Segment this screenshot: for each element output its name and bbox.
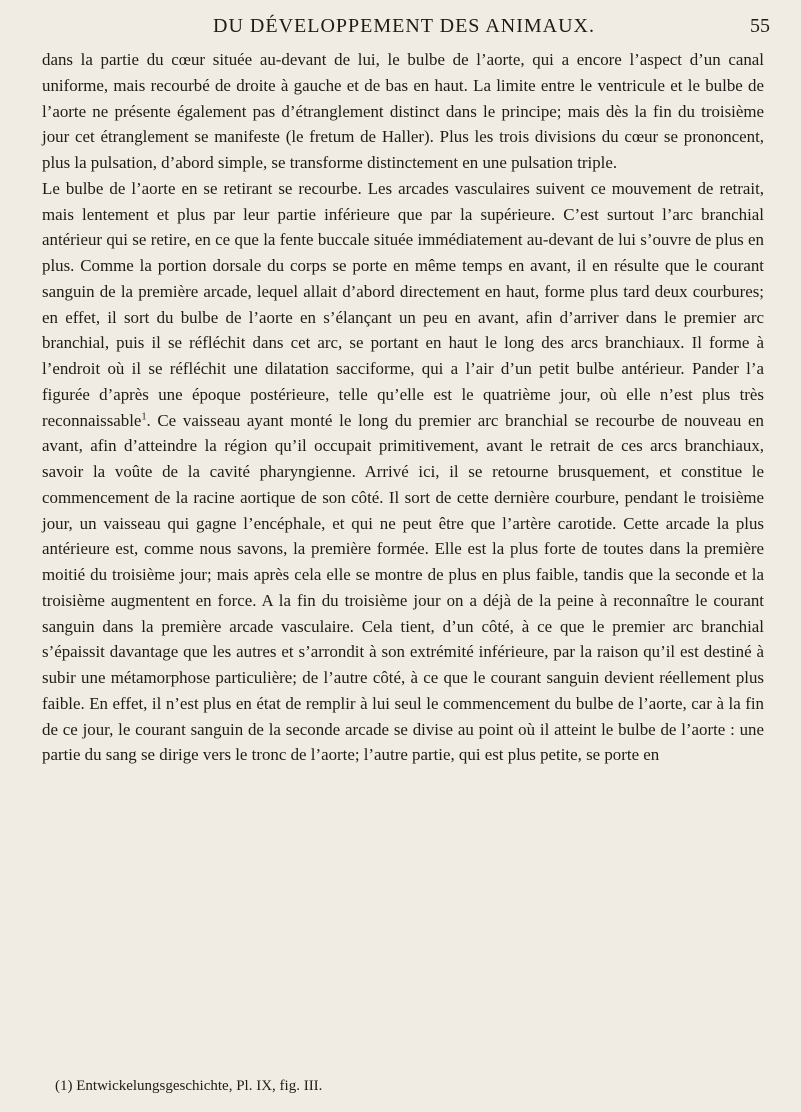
paragraph-2 — [42, 176, 764, 768]
page-header — [42, 8, 770, 44]
footnote: (1) Entwickelungsgeschichte, Pl. IX, fig. III. — [55, 1078, 323, 1094]
footnote-reference[interactable]: 1 — [141, 410, 147, 422]
paragraph-2-part-2: . Ce vaisseau ayant monté le long du premier arc branchial se recourbe de nouveau en avant, afin d’atteindre la région qu’il occupait primitivement, avant le retrait de ces arcs branchiaux, savoir la voûte de la cavité pharyngienne. Arrivé ici, il se retourne brusquement, et constitue le commencement de la racine aortique de son côté. Il sort de cette dernière courbure, pendant le troisième jour, un vaisseau qui gagne l’encéphale, et qui ne peut être que l’artère carotide. Cette arcade la plus antérieure est, comme nous savons, la première formée. Elle est la plus forte de toutes dans la première moitié du troisième jour; mais après cela elle se montre de plus en plus faible, tandis que la seconde et la troisième augmentent en force. A la fin du troisième jour on a déjà de la peine à reconnaître le courant sanguin dans la première arcade vasculaire. Cela tient, d’un côté, à ce que le premier arc branchial s’épaissit davantage que les autres et s’arrondit à son extrémité inférieure, par la raison qu’il est destiné à subir une métamorphose particulière; de l’autre côté, à ce que le courant sanguin devient réellement plus faible. En effet, il n’est plus en état de remplir à lui seul le commencement du bulbe de l’aorte, car à la fin de ce jour, le courant sanguin de la seconde arcade se divise au point où il atteint le bulbe de l’aorte : une partie du sang se dirige vers le tronc de l’aorte; l’autre partie, qui est plus petite, se porte en — [42, 410, 764, 765]
paragraph-2-part-1: Le bulbe de l’aorte en se retirant se recourbe. Les arcades vasculaires suivent ce mouvement de retrait, mais lentement et plus par leur partie inférieure que par la supérieure. C’est surtout l’arc branchial antérieur qui se retire, en ce que la fente buccale située immédiatement au-devant de lui s’ouvre de plus en plus. Comme la portion dorsale du corps se porte en même temps en avant, il en résulte que le courant sanguin de la première arcade, lequel allait d’abord directement en haut, forme plus tard deux courbures; en effet, il sort du bulbe de l’aorte en s’élançant un peu en avant, afin d’arriver dans le premier arc branchial, puis il se réfléchit dans cet arc, se portant en haut le long des arcs branchiaux. Il forme à l’endroit où il se réfléchit une dilatation sacciforme, qui a l’air d’un petit bulbe antérieur. Pander l’a figurée d’après une époque postérieure, telle qu’elle est le quatrième jour, où elle n’est plus très reconnaissable — [42, 178, 764, 430]
paragraph-1: dans la partie du cœur située au-devant de lui, le bulbe de l’aorte, qui a encore l’aspect d’un canal uniforme, mais recourbé de droite à gauche et de bas en haut. La limite entre le ventricule et le bulbe de l’aorte ne présente également pas d’étranglement distinct dans le principe; mais dès la fin du troisième jour cet étranglement se manifeste (le fretum de Haller). Plus les trois divisions du cœur se prononcent, plus la pulsation, d’abord simple, se transforme distinctement en une pulsation triple. — [42, 50, 764, 172]
body-text — [42, 47, 764, 768]
page-number: 55 — [750, 15, 770, 37]
running-title: DU DÉVELOPPEMENT DES ANIMAUX. — [213, 15, 595, 37]
